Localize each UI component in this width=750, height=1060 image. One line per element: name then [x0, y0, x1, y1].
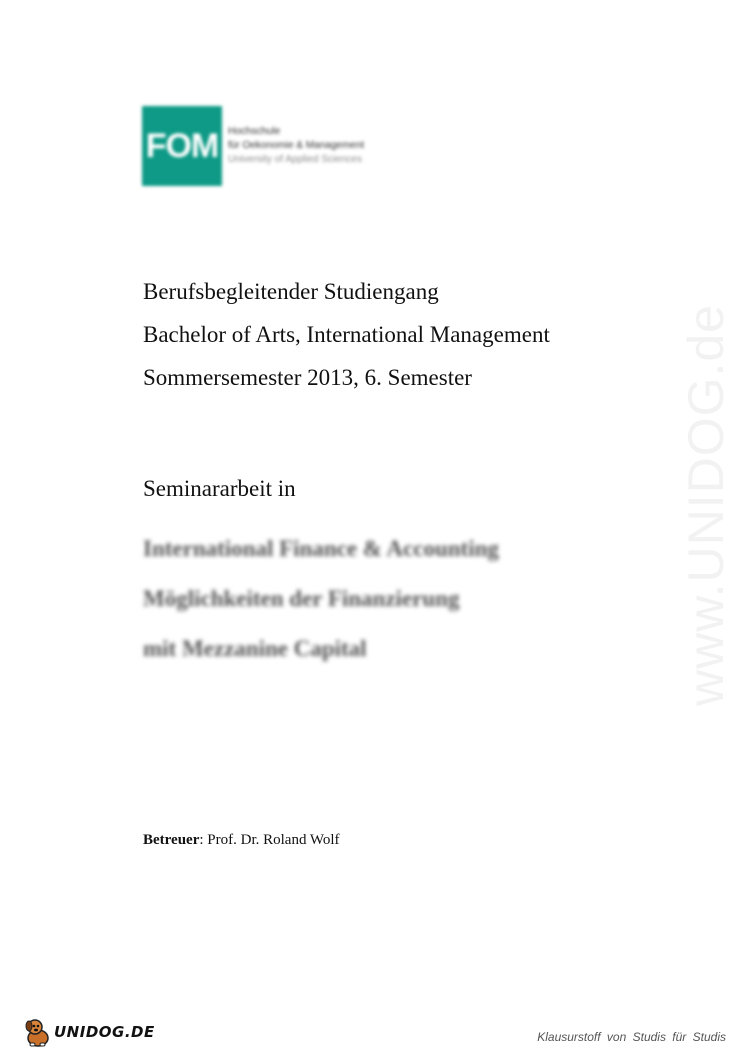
logo-line-2: für Oekonomie & Management: [228, 140, 365, 151]
unidog-brand[interactable]: [22, 1016, 155, 1048]
logo-mark: FOM: [142, 106, 222, 186]
program-line-3: Sommersemester 2013, 6. Semester: [143, 365, 472, 390]
seminar-label: Seminararbeit in: [143, 476, 296, 501]
program-info: [143, 270, 550, 399]
topic-line-1: International Finance & Accounting: [143, 536, 499, 561]
program-line-2: Bachelor of Arts, International Management: [143, 322, 550, 347]
logo-line-1: Hochschule: [228, 126, 281, 137]
watermark: www.UNIDOG.de: [678, 304, 734, 706]
topic-line-3: mit Mezzanine Capital: [143, 636, 367, 661]
supervisor: [143, 832, 340, 849]
program-line-1: Berufsbegleitender Studiengang: [143, 279, 439, 304]
supervisor-label: Betreuer: [143, 832, 200, 848]
fom-logo: [142, 106, 364, 186]
brand-text: UNIDOG.DE: [54, 1023, 155, 1041]
seminar-topics: [143, 524, 499, 674]
supervisor-name: : Prof. Dr. Roland Wolf: [199, 832, 340, 848]
footer-tagline: Klausurstoff von Studis für Studis: [537, 1030, 726, 1044]
logo-line-3: University of Applied Sciences: [228, 154, 362, 165]
logo-text: [228, 125, 364, 167]
topic-line-2: Möglichkeiten der Finanzierung: [143, 586, 460, 611]
dog-mascot-icon: [22, 1016, 52, 1048]
